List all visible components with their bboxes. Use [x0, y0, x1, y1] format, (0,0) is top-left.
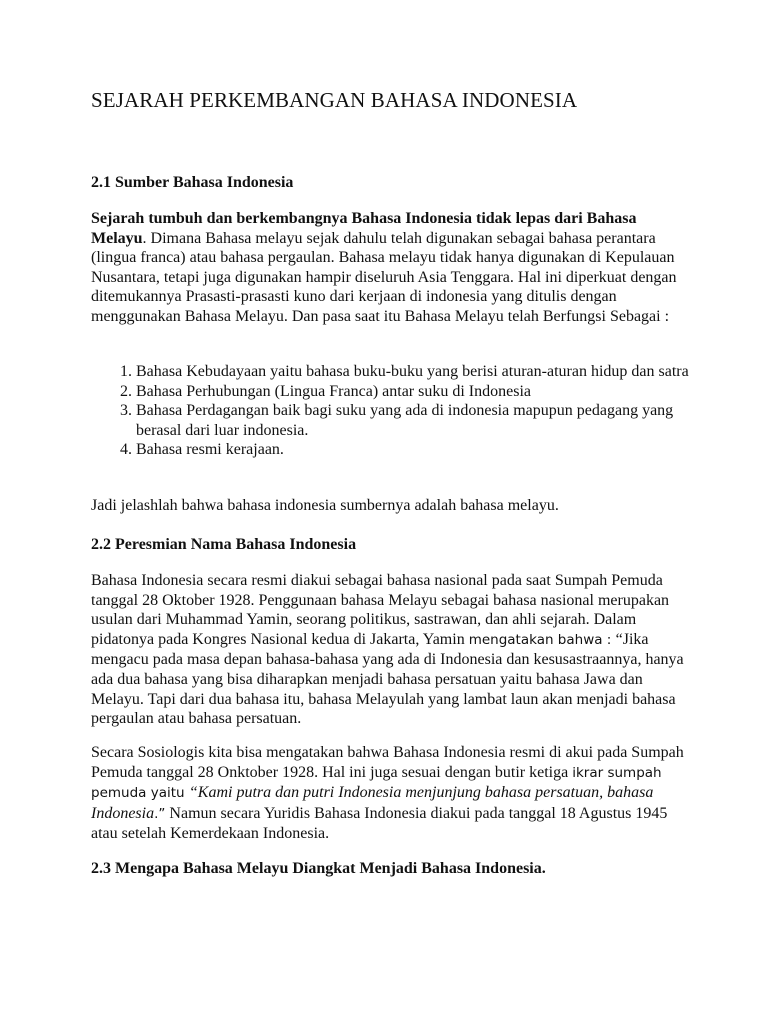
paragraph-bold-lead: Sejarah tumbuh dan berkembangnya Bahasa Indonesia tidak lepas dari Bahasa Melayu	[91, 210, 637, 247]
paragraph-text-sans: ikrar sumpah pemuda yaitu	[91, 764, 662, 802]
list-item: 4. Bahasa resmi kerajaan.	[136, 440, 690, 460]
oath-quote: “Kami putra dan putri Indonesia menjunjung bahasa persatuan, bahasa Indonesia	[91, 784, 654, 822]
paragraph-text: . Dimana Bahasa melayu sejak dahulu telah digunakan sebagai bahasa perantara (lingua franca) atau bahasa pergaulan. Bahasa melayu tidak hanya digunakan di Kepulauan Nusantara, tetapi juga digunakan hampir diseluruh Asia Tenggara. Hal ini diperkuat dengan ditemukannya Prasasti-prasasti kuno dari kerjaan di indonesia yang ditulis dengan menggunakan Bahasa Melayu. Dan pasa saat itu Bahasa Melayu telah Berfungsi Sebagai :	[91, 229, 677, 325]
section-2-2-paragraph-2	[91, 743, 690, 844]
section-2-2-paragraph-1	[91, 571, 690, 729]
paragraph-quote: “Jika mengacu pada masa depan bahasa-bahasa yang ada di Indonesia dan kesusastraannya, hanya ada dua bahasa yang bisa diharapkan menjadi bahasa persatuan yaitu bahasa Jawa dan Melayu. Tapi dari dua bahasa itu, bahasa Melayulah yang lambat laun akan menjadi bahasa pergaulan atau bahasa persatuan.	[91, 630, 684, 728]
list-item: 3. Bahasa Perdagangan baik bagi suku yang ada di indonesia mapupun pedagang yang berasal dari luar indonesia.	[136, 401, 690, 440]
functions-list	[91, 362, 690, 460]
quote-close: .”	[154, 805, 166, 822]
list-item: 2. Bahasa Perhubungan (Lingua Franca) antar suku di Indonesia	[136, 382, 690, 402]
document-title: SEJARAH PERKEMBANGAN BAHASA INDONESIA	[91, 88, 578, 112]
list-item: 1. Bahasa Kebudayaan yaitu bahasa buku-buku yang berisi aturan-aturan hidup dan satra	[136, 362, 690, 382]
paragraph-text: Secara Sosiologis kita bisa mengatakan bahwa Bahasa Indonesia resmi di akui pada Sumpah Pemuda tanggal 28 Onktober 1928. Hal ini juga sesuai dengan butir ketiga	[91, 744, 684, 781]
paragraph-text: Bahasa Indonesia secara resmi diakui sebagai bahasa nasional pada saat Sumpah Pemuda tanggal 28 Oktober 1928. Penggunaan bahasa Melayu sebagai bahasa nasional merupakan usulan dari Muhammad Yamin, seorang politikus, sastrawan, dan ahli sejarah. Dalam pidatonya pada Kongres Nasional kedua di Jakarta, Yamin	[91, 572, 670, 648]
paragraph-text-sans: mengatakan bahwa :	[468, 631, 616, 648]
section-heading-2-1: 2.1 Sumber Bahasa Indonesia	[91, 174, 294, 191]
section-heading-2-2: 2.2 Peresmian Nama Bahasa Indonesia	[91, 536, 357, 553]
section-2-1-paragraph	[91, 209, 690, 327]
paragraph-text: Namun secara Yuridis Bahasa Indonesia diakui pada tanggal 18 Agustus 1945 atau setelah Kemerdekaan Indonesia.	[91, 804, 668, 843]
section-2-1-conclusion: Jadi jelashlah bahwa bahasa indonesia sumbernya adalah bahasa melayu.	[91, 497, 559, 514]
section-heading-2-3: 2.3 Mengapa Bahasa Melayu Diangkat Menjadi Bahasa Indonesia.	[91, 860, 546, 877]
